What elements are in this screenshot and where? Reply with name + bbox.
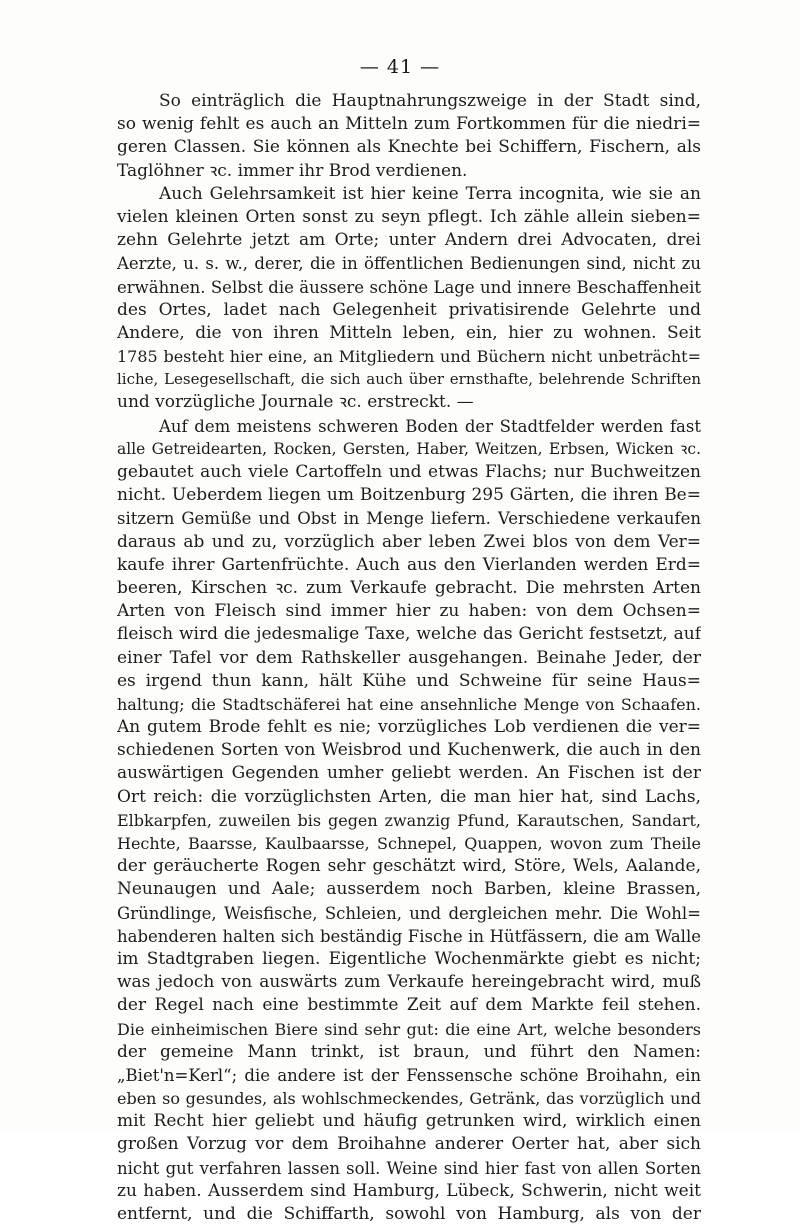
text-line: sitzern Gemüße und Obst in Menge liefern. Verschiedene verkaufen	[117, 509, 701, 529]
text-line: Arten von Fleisch sind immer hier zu haben: von dem Ochsen=	[117, 601, 701, 622]
text-line: auswärtigen Gegenden umher geliebt werden. An Fischen ist der	[117, 763, 701, 784]
text-line: liche, Lesegesellschaft, die sich auch über ernsthafte, belehrende Schriften	[117, 370, 701, 389]
text-line: und vorzügliche Journale ꝛc. erstreckt. —	[117, 392, 474, 413]
text-line: geren Classen. Sie können als Knechte bei Schiffern, Fischern, als	[117, 137, 701, 158]
text-line: zehn Gelehrte jetzt am Orte; unter Andern drei Advocaten, drei	[117, 230, 701, 251]
text-line: nicht gut verfahren lassen soll. Weine sind hier fast von allen Sorten	[117, 1158, 701, 1178]
text-line: beeren, Kirschen ꝛc. zum Verkaufe gebracht. Die mehrsten Arten	[117, 577, 701, 598]
text-line: schiedenen Sorten von Weisbrod und Kuchenwerk, die auch in den	[117, 740, 701, 761]
text-line: Gründlinge, Weisfische, Schleien, und dergleichen mehr. Die Wohl=	[117, 903, 701, 923]
text-line: Ort reich: die vorzüglichsten Arten, die man hier hat, sind Lachs,	[117, 786, 701, 807]
text-line: der gemeine Mann trinkt, ist braun, und führt den Namen:	[117, 1041, 701, 1062]
text-line: der geräucherte Rogen sehr geschätzt wird, Störe, Wels, Aalande,	[117, 856, 701, 877]
text-line: Hechte, Baarsse, Kaulbaarsse, Schnepel, Quappen, wovon zum Theile	[117, 834, 701, 853]
text-line: des Ortes, ladet nach Gelegenheit privatisirende Gelehrte und	[117, 299, 701, 320]
text-line: Neunaugen und Aale; ausserdem noch Barben, kleine Brassen,	[117, 879, 701, 900]
text-line: haltung; die Stadtschäferei hat eine ansehnliche Menge von Schaafen.	[117, 694, 701, 714]
text-line: der Regel nach eine bestimmte Zeit auf dem Markte feil stehen.	[117, 995, 701, 1016]
text-line: Andere, die von ihren Mitteln leben, ein, hier zu wohnen. Seit	[117, 322, 701, 343]
text-line: großen Vorzug vor dem Broihahne anderer Oerter hat, aber sich	[117, 1134, 701, 1155]
text-line: Aerzte, u. s. w., derer, die in öffentlichen Bedienungen sind, nicht zu	[117, 254, 701, 274]
text-line: mit Recht hier geliebt und häufig getrunken wird, wirklich einen	[117, 1111, 701, 1132]
text-line: so wenig fehlt es auch an Mitteln zum Fortkommen für die niedri=	[117, 114, 701, 135]
text-line: 1785 besteht hier eine, an Mitgliedern und Büchern nicht unbeträcht=	[117, 347, 701, 367]
text-line: fleisch wird die jedesmalige Taxe, welche das Gericht festsetzt, auf	[117, 624, 701, 645]
text-line: Elbkarpfen, zuweilen bis gegen zwanzig Pfund, Karautschen, Sandart,	[117, 810, 701, 830]
page-number: — 41 —	[359, 56, 441, 78]
body-text	[117, 90, 701, 1226]
text-line: was jedoch von auswärts zum Verkaufe hereingebracht wird, muß	[117, 972, 701, 993]
text-line: Die einheimischen Biere sind sehr gut: die eine Art, welche besonders	[117, 1019, 701, 1039]
text-line: „Biet'n=Kerl“; die andere ist der Fenssensche schöne Broihahn, ein	[117, 1065, 701, 1085]
text-line: nicht. Ueberdem liegen um Boitzenburg 295 Gärten, die ihren Be=	[117, 485, 701, 506]
text-line: habenderen halten sich beständig Fische in Hütfässern, die am Walle	[117, 926, 701, 946]
text-line: An gutem Brode fehlt es nie; vorzügliches Lob verdienen die ver=	[117, 717, 701, 738]
text-line: So einträglich die Hauptnahrungszweige in der Stadt sind,	[159, 91, 701, 111]
text-line: erwähnen. Selbst die äussere schöne Lage und innere Beschaffenheit	[117, 277, 701, 297]
text-line: es irgend thun kann, hält Kühe und Schweine für seine Haus=	[117, 670, 701, 691]
text-line: gebautet auch viele Cartoffeln und etwas Flachs; nur Buchweitzen	[117, 462, 701, 482]
text-line: kaufe ihrer Gartenfrüchte. Auch aus den Vierlanden werden Erd=	[117, 554, 701, 575]
text-line: Taglöhner ꝛc. immer ihr Brod verdienen.	[117, 160, 468, 181]
text-line: zu haben. Ausserdem sind Hamburg, Lübeck, Schwerin, nicht weit	[117, 1180, 701, 1201]
text-line: alle Getreidearten, Rocken, Gersten, Haber, Weitzen, Erbsen, Wicken ꝛc.	[117, 439, 701, 458]
text-line: einer Tafel vor dem Rathskeller ausgehangen. Beinahe Jeder, der	[117, 647, 701, 668]
text-line: daraus ab und zu, vorzüglich aber leben Zwei blos von dem Ver=	[117, 531, 701, 552]
text-line: im Stadtgraben liegen. Eigentliche Wochenmärkte giebt es nicht;	[117, 948, 701, 969]
text-line: eben so gesundes, als wohlschmeckendes, Getränk, das vorzüglich und	[117, 1089, 701, 1109]
text-line: vielen kleinen Orten sonst zu seyn pflegt. Ich zähle allein sieben=	[117, 206, 701, 227]
text-line: Auf dem meistens schweren Boden der Stadtfelder werden fast	[159, 416, 701, 436]
text-line: Auch Gelehrsamkeit ist hier keine Terra incognita, wie sie an	[159, 183, 701, 204]
text-line: entfernt, und die Schiffarth, sowohl von Hamburg, als von der	[117, 1204, 701, 1224]
